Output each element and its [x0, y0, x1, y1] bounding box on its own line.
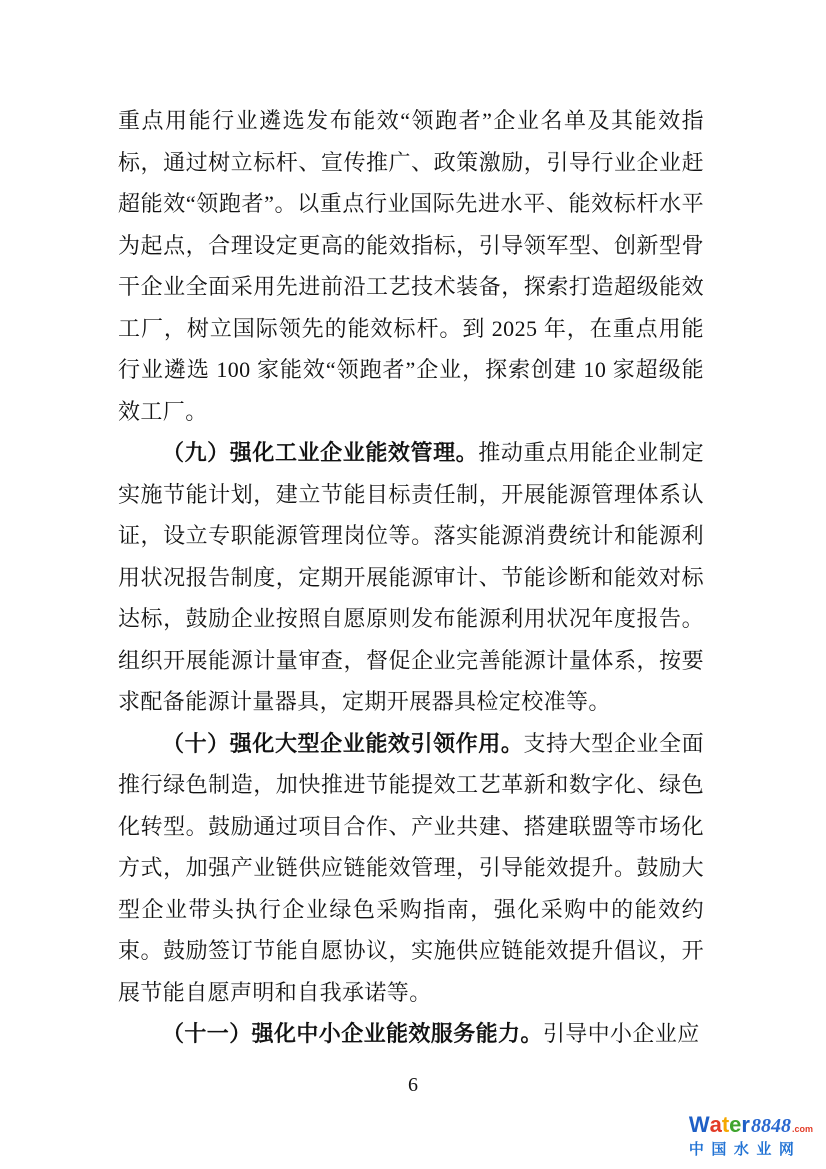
paragraph-text: 推动重点用能企业制定实施节能计划，建立节能目标责任制，开展能源管理体系认证，设立专职能源管理岗位等。落实能源消费统计和能源利用状况报告制度，定期开展能源审计、节能诊断和能效对标达标，鼓励企业按照自愿原则发布能源利用状况年度报告。组织开展能源计量审查，督促企业完善能源计量体系，按要求配备能源计量器具，定期开展器具检定校准等。 [118, 440, 704, 714]
paragraph-text: 支持大型企业全面推行绿色制造，加快推进节能提效工艺革新和数字化、绿色化转型。鼓励通过项目合作、产业共建、搭建联盟等市场化方式，加强产业链供应链能效管理，引导能效提升。鼓励大型企业带头执行企业绿色采购指南，强化采购中的能效约束。鼓励签订节能自愿协议，实施供应链能效提升倡议，开展节能自愿声明和自我承诺等。 [118, 730, 705, 1005]
water8848-watermark-logo [689, 1114, 813, 1159]
paragraph-text: 重点用能行业遴选发布能效“领跑者”企业名单及其能效指标，通过树立标杆、宣传推广、政策激励，引导行业企业赶超能效“领跑者”。以重点行业国际先进水平、能效标杆水平为起点，合理设定更高的能效指标，引导领军型、创新型骨干企业全面采用先进前沿工艺技术装备，探索打造超级能效工厂，树立国际领先的能效标杆。到 2025 年，在重点用能行业遴选 100 家能效“领跑者”企业，探索创建 10 家超级能效工厂。 [118, 108, 704, 424]
paragraph [118, 723, 704, 1014]
paragraph [118, 1013, 704, 1055]
section-heading: （十）强化大型企业能效引领作用。 [162, 730, 524, 756]
paragraph [118, 100, 704, 432]
watermark-subtitle: 中国水业网 [688, 1141, 802, 1158]
brand-letter-r: r [741, 1112, 750, 1137]
paragraph-text: 引导中小企业应 [542, 1021, 700, 1046]
brand-letter-e: e [729, 1112, 742, 1137]
brand-number-8848: 8848 [750, 1115, 791, 1137]
water8848-wordmark [689, 1114, 813, 1136]
brand-letter-a: a [709, 1112, 722, 1137]
page-number: 6 [408, 1074, 418, 1096]
document-body [118, 100, 704, 1055]
brand-letter-w: W [688, 1112, 710, 1137]
brand-tld-com: .com [791, 1124, 813, 1134]
brand-letter-t: t [721, 1112, 730, 1137]
paragraph [118, 432, 704, 723]
section-heading: （十一）强化中小企业能效服务能力。 [162, 1021, 543, 1046]
section-heading: （九）强化工业企业能效管理。 [162, 440, 479, 465]
